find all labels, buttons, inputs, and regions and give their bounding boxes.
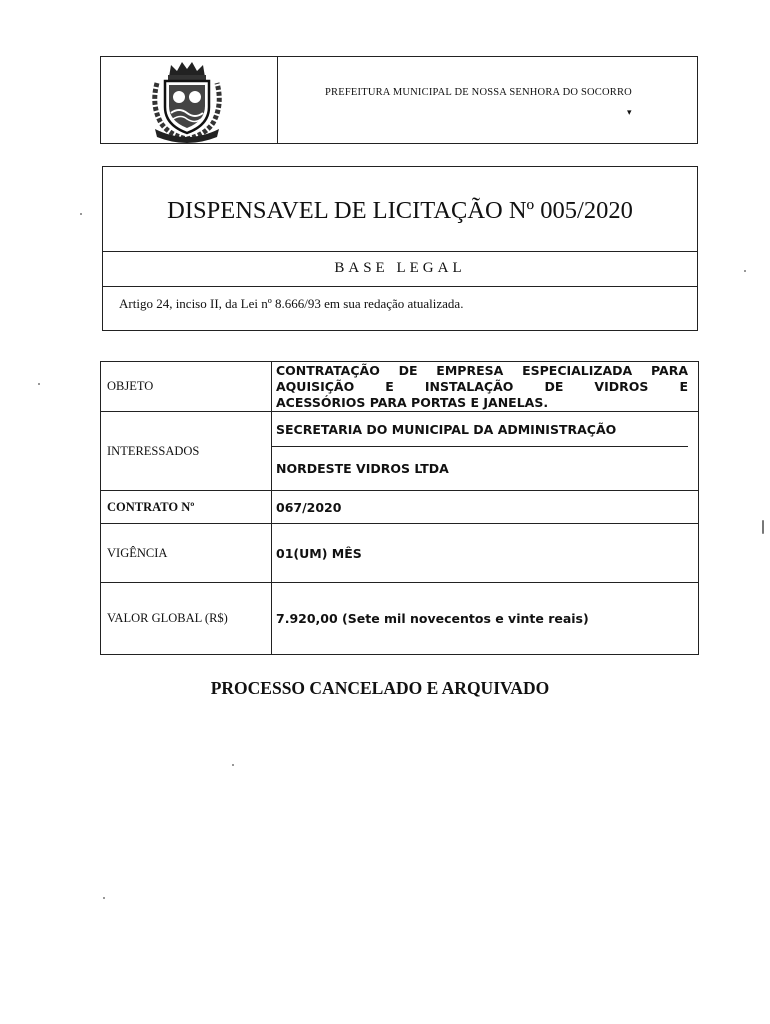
- valor-value: 7.920,00 (Sete mil novecentos e vinte reais): [272, 583, 699, 655]
- table-row-contrato: [101, 491, 699, 524]
- logo-cell: [101, 57, 278, 143]
- details-table: [100, 361, 699, 655]
- divider: [103, 286, 697, 287]
- process-status: PROCESSO CANCELADO E ARQUIVADO: [210, 678, 550, 698]
- contrato-label: CONTRATO Nº: [101, 491, 272, 524]
- table-row-valor: [101, 583, 699, 655]
- table-row-interessados: [101, 412, 699, 491]
- interessados-label: INTERESSADOS: [101, 412, 272, 491]
- organization-name: PREFEITURA MUNICIPAL DE NOSSA SENHORA DO SOCORRO: [325, 87, 632, 98]
- objeto-line: CONTRATAÇÃO DE EMPRESA ESPECIALIZADA PARA: [276, 362, 688, 378]
- interessado-secretaria: SECRETARIA DO MUNICIPAL DA ADMINISTRAÇÃO: [272, 412, 688, 447]
- vigencia-value: 01(UM) MÊS: [272, 524, 699, 583]
- divider: [103, 251, 697, 252]
- table-row-objeto: [101, 362, 699, 412]
- scan-speck: [38, 383, 40, 385]
- base-legal-text: Artigo 24, inciso II, da Lei nº 8.666/93 em sua redação atualizada.: [119, 296, 464, 311]
- objeto-label: OBJETO: [101, 362, 272, 412]
- table-row-vigencia: [101, 524, 699, 583]
- stray-mark: ▾: [627, 107, 632, 117]
- scan-speck: [80, 213, 82, 215]
- objeto-line: AQUISIÇÃO E INSTALAÇÃO DE VIDROS E: [276, 378, 688, 394]
- objeto-value: [272, 362, 699, 412]
- base-legal-heading: BASE LEGAL: [334, 260, 466, 276]
- valor-label: VALOR GLOBAL (R$): [101, 583, 272, 655]
- title-block: [102, 166, 698, 331]
- interessados-value: [272, 412, 699, 491]
- document-header: [100, 56, 698, 144]
- interessado-empresa: NORDESTE VIDROS LTDA: [276, 461, 449, 476]
- document-title: DISPENSAVEL DE LICITAÇÃO Nº 005/2020: [167, 197, 633, 224]
- scan-speck: [232, 764, 234, 766]
- scan-speck: [744, 270, 746, 272]
- municipal-coat-of-arms-icon: [147, 59, 227, 143]
- scan-speck: [103, 897, 105, 899]
- vigencia-label: VIGÊNCIA: [101, 524, 272, 583]
- scan-speck: [762, 520, 764, 534]
- contrato-value: 067/2020: [272, 491, 699, 524]
- objeto-line: ACESSÓRIOS PARA PORTAS E JANELAS.: [276, 394, 549, 410]
